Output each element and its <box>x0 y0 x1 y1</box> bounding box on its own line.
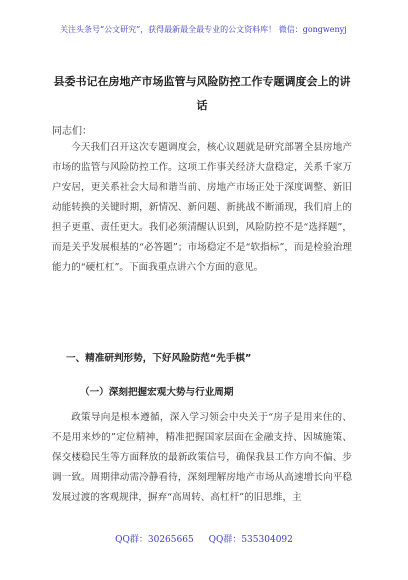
section-heading: 一、精准研判形势，下好风险防范“先手棋” <box>66 353 252 364</box>
greeting: 同志们： <box>52 126 92 137</box>
header-banner: 关注头条号“公文研究”，获得最新最全最专业的公文资料库！ 微信：gongwenyj <box>60 25 347 34</box>
intro-paragraph: 今天我们召开这次专题调度会，核心议题就是研究部署全县房地产市场的监管与风险防控工作。这项工作事关经济大盘稳定，关系千家万户安居，更关系社会大局和谐当前、房地产市场正处于深度调整、新旧动能转换的关键时期，新情况、新问题、新挑战不断涌现，我们肩上的担子更重、责任更大。我们必须清醒认识到，风险防控不是“选择题”，而是关乎发展根基的“必答题”；市场稳定不是“软指标”，而是检验治理能力的“硬杠杠”。下面我重点讲六个方面的意见。 <box>52 142 352 273</box>
footer <box>0 532 408 545</box>
document-title: 县委书记在房地产市场监管与风险防控工作专题调度会上的讲话 <box>53 75 351 112</box>
subsection-heading: （一）深刻把握宏观大势与行业周期 <box>80 387 234 398</box>
footer-qq-group-2: QQ群：535304092 <box>208 535 293 545</box>
footer-qq-group-1: QQ群：30265665 <box>115 535 194 545</box>
subsection-paragraph: 政策导向是根本遵循，深入学习领会中央关于“房子是用来住的、不是用来炒的”定位精神，精准把握国家层面在金融支持、因城施策、保交楼稳民生等方面释放的最新政策信号，确保我县工作方向不偏、步调一致。周期律动需冷静看待，深刻理解房地产市场从高速增长向平稳发展过渡的客观规律，摒弃“高周转、高杠杆”的旧思维，主 <box>52 412 352 503</box>
